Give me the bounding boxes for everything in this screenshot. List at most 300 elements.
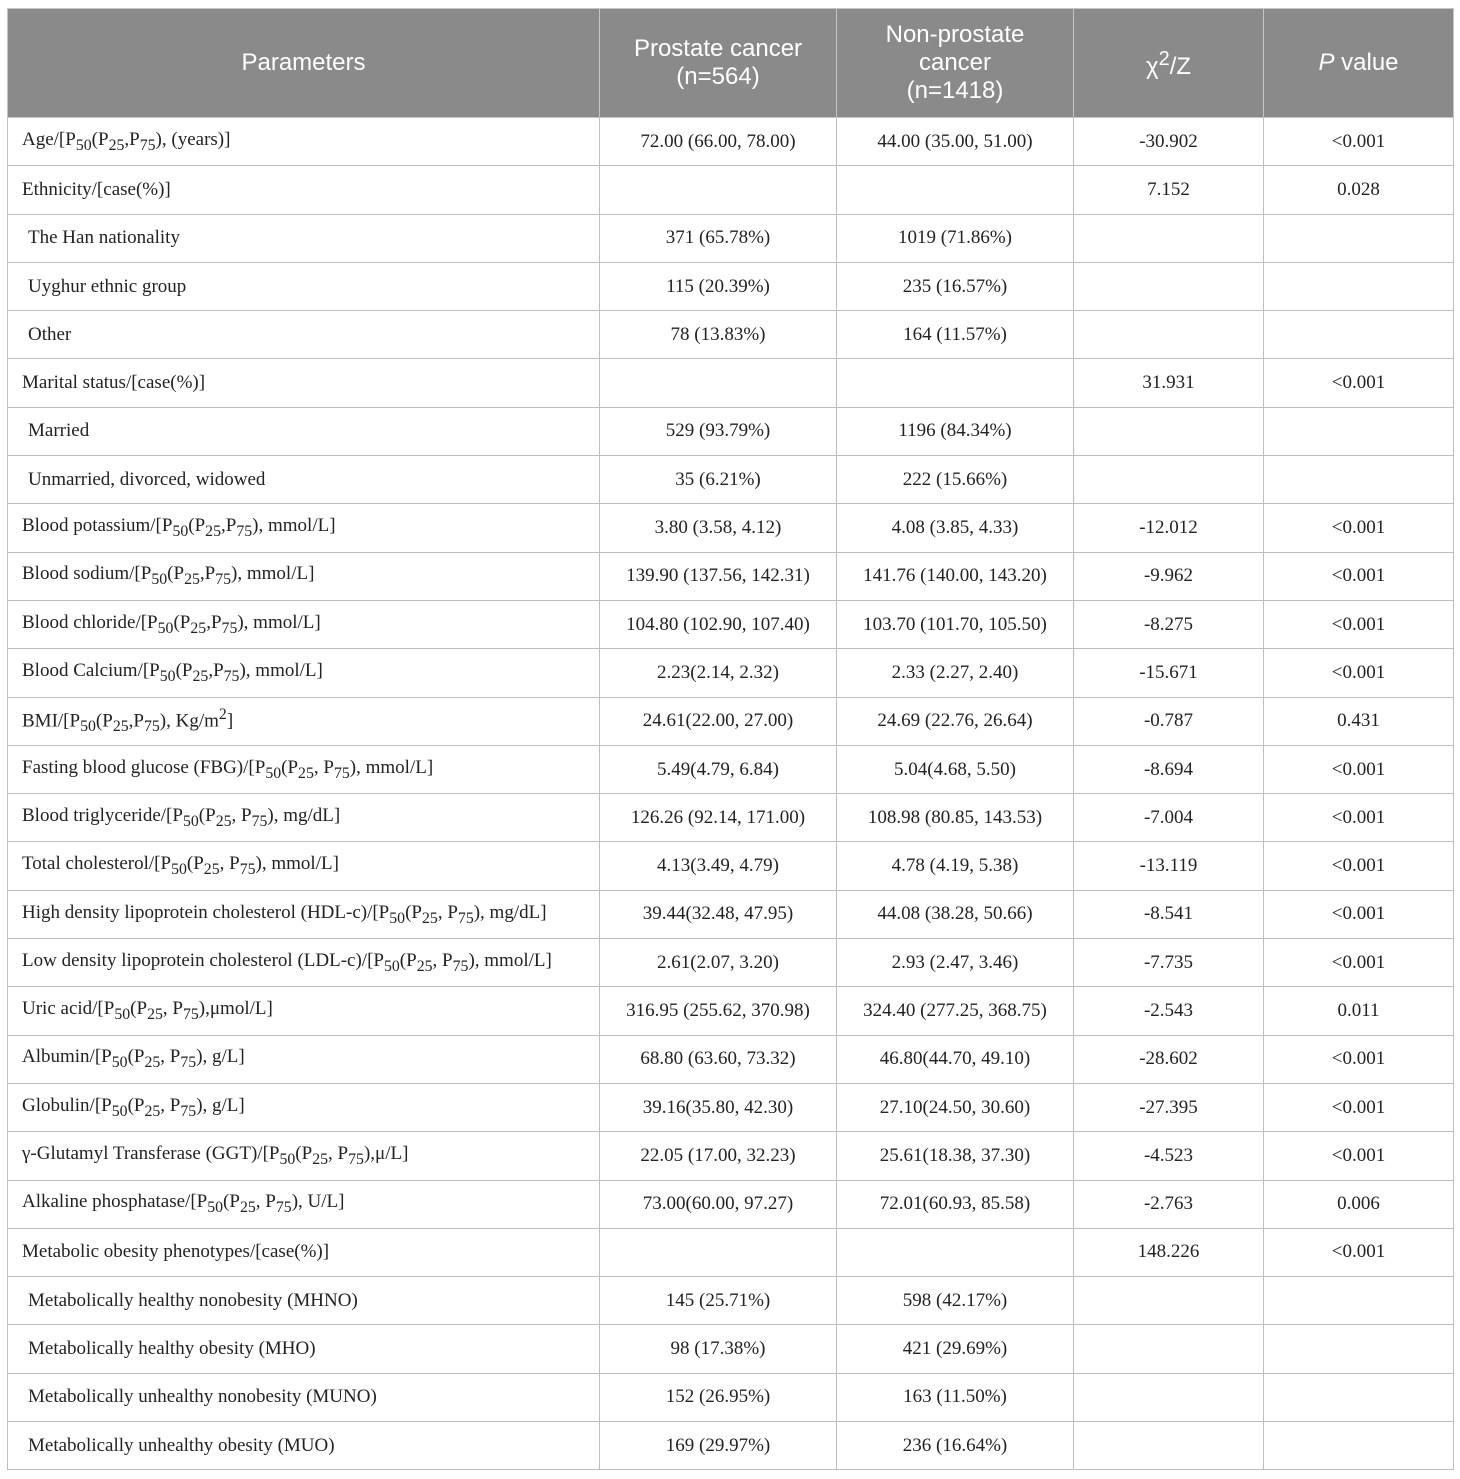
parameter-text: 25 (144, 1054, 161, 1072)
cell-parameter (8, 697, 600, 745)
cell-p-value (1264, 214, 1454, 262)
parameter-text: 75 (182, 1005, 199, 1023)
parameter-text: Blood Calcium/[P (22, 660, 160, 682)
table-row (8, 1277, 1454, 1325)
table-row (8, 1422, 1454, 1470)
cell-prostate-cancer: 2.23(2.14, 2.32) (600, 649, 837, 697)
cell-non-prostate-cancer: 222 (15.66%) (837, 456, 1074, 504)
header-non-prostate-cancer (837, 9, 1074, 118)
cell-non-prostate-cancer: 598 (42.17%) (837, 1277, 1074, 1325)
parameter-text: (P (281, 756, 299, 778)
cell-p-value (1264, 407, 1454, 455)
parameter-text: 25 (144, 1102, 161, 1120)
cell-p-value: 0.431 (1264, 697, 1454, 745)
parameter-text: 75 (251, 812, 268, 830)
parameter-text: 75 (143, 718, 160, 736)
parameter-text: (P (295, 1142, 313, 1164)
parameter-text: 75 (180, 1054, 197, 1072)
cell-prostate-cancer: 145 (25.71%) (600, 1277, 837, 1325)
baseline-characteristics-table (7, 8, 1454, 1470)
parameter-text: 75 (457, 909, 474, 927)
cell-parameter (8, 1373, 600, 1421)
parameter-text: 25 (205, 522, 221, 540)
cell-non-prostate-cancer: 4.08 (3.85, 4.33) (837, 504, 1074, 552)
cell-chi-z: -2.543 (1074, 987, 1264, 1035)
cell-chi-z: -15.671 (1074, 649, 1264, 697)
cell-chi-z: -8.541 (1074, 890, 1264, 938)
parameter-text: ,P (128, 710, 144, 732)
parameter-text: , P (328, 1142, 349, 1164)
cell-prostate-cancer: 22.05 (17.00, 32.23) (600, 1132, 837, 1180)
cell-prostate-cancer (600, 166, 837, 214)
cell-p-value: <0.001 (1264, 1035, 1454, 1083)
cell-prostate-cancer: 5.49(4.79, 6.84) (600, 745, 837, 793)
parameter-text: Uric acid/[P (22, 998, 115, 1020)
parameter-text: 2 (218, 706, 227, 724)
parameter-text: (P (175, 660, 193, 682)
cell-chi-z (1074, 1325, 1264, 1373)
cell-parameter (8, 1422, 600, 1470)
parameter-text: (P (186, 853, 204, 875)
cell-prostate-cancer: 529 (93.79%) (600, 407, 837, 455)
parameter-text: ), mg/dL] (473, 901, 547, 923)
parameter-text: Total cholesterol/[P (22, 853, 172, 875)
cell-parameter (8, 504, 600, 552)
parameter-text: (P (198, 804, 216, 826)
cell-non-prostate-cancer: 4.78 (4.19, 5.38) (837, 842, 1074, 890)
cell-non-prostate-cancer: 164 (11.57%) (837, 311, 1074, 359)
header-parameters-label: Parameters (241, 49, 366, 76)
table-row (8, 504, 1454, 552)
table-row (8, 359, 1454, 407)
cell-chi-z: -12.012 (1074, 504, 1264, 552)
parameter-text: 75 (239, 861, 256, 878)
parameter-text: (P (399, 949, 417, 971)
cell-non-prostate-cancer (837, 1228, 1074, 1276)
parameter-text: Fasting blood glucose (FBG)/[P (22, 756, 266, 778)
parameter-text: ,P (124, 128, 140, 150)
parameter-text: ),μmol/L] (198, 998, 273, 1020)
cell-p-value (1264, 262, 1454, 310)
cell-chi-z: -2.763 (1074, 1180, 1264, 1228)
cell-chi-z (1074, 407, 1264, 455)
cell-p-value: <0.001 (1264, 1228, 1454, 1276)
parameter-text: Age/[P (22, 128, 76, 150)
parameter-text: Blood potassium/[P (22, 515, 173, 537)
cell-p-value: 0.006 (1264, 1180, 1454, 1228)
header-prostate-n: (n=564) (676, 63, 760, 90)
parameter-text: 75 (215, 571, 232, 589)
parameter-text: 75 (236, 522, 253, 540)
parameter-text: ,P (208, 660, 224, 682)
table-row (8, 890, 1454, 938)
parameter-text: Married (28, 420, 90, 442)
parameter-text: 25 (190, 619, 207, 637)
cell-prostate-cancer: 4.13(3.49, 4.79) (600, 842, 837, 890)
parameter-text: 50 (383, 957, 400, 975)
cell-parameter (8, 1180, 600, 1228)
header-row (8, 9, 1454, 118)
cell-chi-z: -9.962 (1074, 552, 1264, 600)
table-row (8, 262, 1454, 310)
header-chi-symbol: χ (1145, 53, 1159, 80)
parameter-text: ), mmol/L] (237, 611, 321, 633)
cell-parameter (8, 118, 600, 166)
parameter-text: (P (167, 563, 185, 585)
parameter-text: ),μ/L] (363, 1142, 409, 1164)
table-row (8, 1035, 1454, 1083)
parameter-text: ), mmol/L] (231, 563, 315, 585)
cell-parameter (8, 407, 600, 455)
parameter-text: , P (162, 998, 183, 1020)
parameter-text: 75 (223, 667, 240, 685)
parameter-text: Metabolically healthy nonobesity (MHNO) (28, 1289, 358, 1311)
cell-parameter (8, 794, 600, 842)
cell-non-prostate-cancer: 103.70 (101.70, 105.50) (837, 600, 1074, 648)
table-row (8, 649, 1454, 697)
cell-parameter (8, 939, 600, 987)
cell-parameter (8, 214, 600, 262)
cell-parameter (8, 600, 600, 648)
parameter-text: ,P (199, 563, 216, 585)
cell-non-prostate-cancer: 236 (16.64%) (837, 1422, 1074, 1470)
cell-prostate-cancer: 72.00 (66.00, 78.00) (600, 118, 837, 166)
cell-p-value: 0.028 (1264, 166, 1454, 214)
parameter-text: 50 (75, 136, 92, 154)
table-row (8, 697, 1454, 745)
parameter-text: Metabolic obesity phenotypes/[case(%)] (22, 1241, 330, 1263)
parameter-text: (P (130, 998, 148, 1020)
parameter-text: ), mg/dL] (267, 804, 341, 826)
cell-chi-z: -30.902 (1074, 118, 1264, 166)
cell-non-prostate-cancer: 72.01(60.93, 85.58) (837, 1180, 1074, 1228)
parameter-text: ), (years)] (155, 128, 231, 150)
cell-p-value (1264, 311, 1454, 359)
parameter-text: 25 (422, 909, 438, 927)
cell-prostate-cancer: 126.26 (92.14, 171.00) (600, 794, 837, 842)
header-prostate-label: Prostate cancer (633, 35, 803, 62)
parameter-text: (P (95, 710, 113, 732)
parameter-text: ), g/L] (196, 1094, 245, 1116)
cell-p-value: <0.001 (1264, 842, 1454, 890)
parameter-text: 50 (159, 667, 176, 685)
cell-non-prostate-cancer: 27.10(24.50, 30.60) (837, 1083, 1074, 1131)
table-row (8, 1325, 1454, 1373)
parameter-text: 50 (265, 764, 282, 782)
parameter-text: High density lipoprotein cholesterol (HDL-c)/[P (22, 901, 390, 923)
cell-prostate-cancer: 169 (29.97%) (600, 1422, 837, 1470)
parameter-text: 50 (111, 1054, 128, 1072)
cell-p-value: <0.001 (1264, 1083, 1454, 1131)
cell-prostate-cancer: 316.95 (255.62, 370.98) (600, 987, 837, 1035)
cell-parameter (8, 1277, 600, 1325)
cell-parameter (8, 311, 600, 359)
cell-parameter (8, 166, 600, 214)
cell-chi-z: -28.602 (1074, 1035, 1264, 1083)
cell-chi-z: -27.395 (1074, 1083, 1264, 1131)
cell-chi-z: -8.275 (1074, 600, 1264, 648)
parameter-text: , P (160, 1094, 181, 1116)
cell-chi-z: -4.523 (1074, 1132, 1264, 1180)
cell-p-value (1264, 1373, 1454, 1421)
cell-parameter (8, 359, 600, 407)
cell-prostate-cancer (600, 1228, 837, 1276)
cell-non-prostate-cancer: 1019 (71.86%) (837, 214, 1074, 262)
parameter-text: ,P (206, 611, 222, 633)
table-header (8, 9, 1454, 118)
table-row (8, 745, 1454, 793)
cell-prostate-cancer: 39.16(35.80, 42.30) (600, 1083, 837, 1131)
parameter-text: ), g/L] (196, 1046, 245, 1068)
table-row (8, 214, 1454, 262)
parameter-text: 50 (389, 909, 406, 927)
parameter-text: 50 (114, 1005, 131, 1023)
cell-p-value: <0.001 (1264, 600, 1454, 648)
parameter-text: (P (127, 1046, 145, 1068)
cell-parameter (8, 1035, 600, 1083)
cell-non-prostate-cancer: 46.80(44.70, 49.10) (837, 1035, 1074, 1083)
parameter-text: (P (223, 1191, 240, 1213)
parameter-text: 50 (172, 522, 189, 540)
cell-p-value: 0.011 (1264, 987, 1454, 1035)
table-row (8, 987, 1454, 1035)
cell-parameter (8, 552, 600, 600)
parameter-text: (P (188, 515, 206, 537)
parameter-text: 25 (147, 1005, 163, 1023)
cell-p-value: <0.001 (1264, 745, 1454, 793)
cell-non-prostate-cancer (837, 359, 1074, 407)
parameter-text: Metabolically healthy obesity (MHO) (28, 1338, 316, 1360)
parameter-text: (P (405, 901, 422, 923)
cell-parameter (8, 890, 600, 938)
parameter-text: Marital status/[case(%)] (22, 372, 206, 394)
cell-parameter (8, 1083, 600, 1131)
header-chi-z (1074, 9, 1264, 118)
cell-chi-z (1074, 1277, 1264, 1325)
cell-non-prostate-cancer: 25.61(18.38, 37.30) (837, 1132, 1074, 1180)
parameter-text: ), mmol/L] (349, 756, 434, 778)
parameter-text: 75 (348, 1150, 364, 1168)
table-row (8, 600, 1454, 648)
cell-chi-z (1074, 262, 1264, 310)
parameter-text: Blood chloride/[P (22, 611, 158, 633)
cell-parameter (8, 1228, 600, 1276)
parameter-text: 25 (108, 136, 125, 154)
cell-prostate-cancer: 73.00(60.00, 97.27) (600, 1180, 837, 1228)
cell-parameter (8, 649, 600, 697)
parameter-text: 25 (203, 861, 220, 878)
parameter-text: 75 (221, 619, 238, 637)
cell-p-value: <0.001 (1264, 359, 1454, 407)
parameter-text: 50 (157, 619, 174, 637)
table-row (8, 794, 1454, 842)
table-row (8, 1132, 1454, 1180)
table-row (8, 118, 1454, 166)
cell-chi-z: -7.004 (1074, 794, 1264, 842)
parameter-text: 50 (171, 861, 187, 878)
cell-prostate-cancer: 78 (13.83%) (600, 311, 837, 359)
parameter-text: , P (437, 901, 458, 923)
parameter-text: ), Kg/m (159, 710, 219, 732)
cell-non-prostate-cancer: 108.98 (80.85, 143.53) (837, 794, 1074, 842)
parameter-text: BMI/[P (22, 710, 81, 732)
cell-prostate-cancer: 68.80 (63.60, 73.32) (600, 1035, 837, 1083)
parameter-text: ), U/L] (291, 1191, 345, 1213)
parameter-text: 25 (112, 718, 129, 736)
parameter-text: Unmarried, divorced, widowed (28, 468, 266, 490)
parameter-text: 50 (151, 571, 168, 589)
parameter-text: 25 (184, 571, 200, 589)
cell-prostate-cancer (600, 359, 837, 407)
parameter-text: Blood triglyceride/[P (22, 804, 183, 826)
cell-prostate-cancer: 115 (20.39%) (600, 262, 837, 310)
parameter-text: , P (255, 1191, 276, 1213)
cell-prostate-cancer: 2.61(2.07, 3.20) (600, 939, 837, 987)
table-row (8, 1180, 1454, 1228)
cell-non-prostate-cancer: 163 (11.50%) (837, 1373, 1074, 1421)
header-parameters (8, 9, 600, 118)
table-body (8, 118, 1454, 1470)
cell-chi-z: -13.119 (1074, 842, 1264, 890)
parameter-text: Albumin/[P (22, 1046, 112, 1068)
parameter-text: Low density lipoprotein cholesterol (LDL-c)/[P (22, 949, 384, 971)
cell-p-value: <0.001 (1264, 890, 1454, 938)
table-row (8, 166, 1454, 214)
cell-non-prostate-cancer: 24.69 (22.76, 26.64) (837, 697, 1074, 745)
cell-prostate-cancer: 104.80 (102.90, 107.40) (600, 600, 837, 648)
cell-parameter (8, 1325, 600, 1373)
cell-prostate-cancer: 24.61(22.00, 27.00) (600, 697, 837, 745)
parameter-text: , P (160, 1046, 181, 1068)
parameter-text: Metabolically unhealthy obesity (MUO) (28, 1434, 335, 1456)
parameter-text: 25 (298, 764, 314, 782)
cell-chi-z: 7.152 (1074, 166, 1264, 214)
table-row (8, 939, 1454, 987)
cell-parameter (8, 842, 600, 890)
cell-parameter (8, 456, 600, 504)
cell-non-prostate-cancer: 5.04(4.68, 5.50) (837, 745, 1074, 793)
parameter-text: 50 (207, 1199, 224, 1217)
parameter-text: 50 (111, 1102, 128, 1120)
parameter-text: ), mmol/L] (239, 660, 323, 682)
header-chi-sup: 2 (1158, 48, 1170, 70)
parameter-text: ] (226, 710, 234, 732)
parameter-text: 50 (80, 718, 96, 736)
parameter-text: Alkaline phosphatase/[P (22, 1191, 208, 1213)
cell-chi-z: -0.787 (1074, 697, 1264, 745)
parameter-text: 25 (192, 667, 209, 685)
header-p-rest: value (1334, 49, 1399, 76)
table-row (8, 311, 1454, 359)
cell-chi-z (1074, 214, 1264, 262)
parameter-text: 75 (275, 1199, 292, 1217)
parameter-text: 75 (452, 957, 469, 975)
parameter-text: 25 (416, 957, 433, 975)
cell-prostate-cancer: 35 (6.21%) (600, 456, 837, 504)
cell-non-prostate-cancer: 44.08 (38.28, 50.66) (837, 890, 1074, 938)
parameter-text: γ-Glutamyl Transferase (GGT)/[P (22, 1142, 280, 1164)
parameter-text: (P (91, 128, 109, 150)
parameter-text: Other (28, 323, 72, 345)
cell-p-value (1264, 1277, 1454, 1325)
header-non-prostate-label-1: Non-prostate (885, 21, 1025, 48)
cell-parameter (8, 262, 600, 310)
parameter-text: ), mmol/L] (252, 515, 336, 537)
parameter-text: Ethnicity/[case(%)] (22, 178, 171, 200)
cell-chi-z: 148.226 (1074, 1228, 1264, 1276)
cell-p-value (1264, 456, 1454, 504)
cell-non-prostate-cancer: 421 (29.69%) (837, 1325, 1074, 1373)
parameter-text: ), mmol/L] (255, 853, 339, 875)
cell-p-value: <0.001 (1264, 504, 1454, 552)
cell-non-prostate-cancer: 235 (16.57%) (837, 262, 1074, 310)
table-row (8, 1373, 1454, 1421)
parameter-text: 25 (239, 1199, 256, 1217)
parameter-text: 50 (182, 812, 199, 830)
cell-parameter (8, 1132, 600, 1180)
table-row (8, 407, 1454, 455)
cell-chi-z (1074, 311, 1264, 359)
cell-chi-z: 31.931 (1074, 359, 1264, 407)
parameter-text: 25 (215, 812, 232, 830)
parameter-text: , P (313, 756, 334, 778)
cell-chi-z: -8.694 (1074, 745, 1264, 793)
header-prostate-cancer (600, 9, 837, 118)
cell-non-prostate-cancer: 141.76 (140.00, 143.20) (837, 552, 1074, 600)
cell-prostate-cancer: 139.90 (137.56, 142.31) (600, 552, 837, 600)
parameter-text: , P (219, 853, 240, 875)
table-row (8, 552, 1454, 600)
header-non-prostate-n: (n=1418) (906, 77, 1004, 104)
parameter-text: Blood sodium/[P (22, 563, 152, 585)
parameter-text: The Han nationality (28, 227, 180, 249)
cell-chi-z (1074, 1373, 1264, 1421)
parameter-text: , P (231, 804, 252, 826)
table-row (8, 456, 1454, 504)
cell-p-value: <0.001 (1264, 118, 1454, 166)
parameter-text: Uyghur ethnic group (28, 275, 187, 297)
table-row (8, 1083, 1454, 1131)
cell-chi-z (1074, 1422, 1264, 1470)
parameter-text: 25 (312, 1150, 329, 1168)
cell-non-prostate-cancer: 324.40 (277.25, 368.75) (837, 987, 1074, 1035)
parameter-text: 75 (180, 1102, 197, 1120)
table-row (8, 1228, 1454, 1276)
parameter-text: ), mmol/L] (468, 949, 552, 971)
cell-prostate-cancer: 152 (26.95%) (600, 1373, 837, 1421)
cell-non-prostate-cancer: 2.93 (2.47, 3.46) (837, 939, 1074, 987)
cell-p-value: <0.001 (1264, 649, 1454, 697)
parameter-text: 75 (333, 764, 350, 782)
cell-non-prostate-cancer: 44.00 (35.00, 51.00) (837, 118, 1074, 166)
parameter-text: 50 (279, 1150, 296, 1168)
cell-parameter (8, 987, 600, 1035)
cell-p-value: <0.001 (1264, 552, 1454, 600)
cell-p-value (1264, 1325, 1454, 1373)
header-non-prostate-label-2: cancer (918, 49, 992, 76)
cell-chi-z (1074, 456, 1264, 504)
header-chi-rest: /Z (1169, 53, 1192, 80)
cell-p-value: <0.001 (1264, 1132, 1454, 1180)
cell-parameter (8, 745, 600, 793)
cell-prostate-cancer: 39.44(32.48, 47.95) (600, 890, 837, 938)
parameter-text: Globulin/[P (22, 1094, 112, 1116)
cell-non-prostate-cancer: 1196 (84.34%) (837, 407, 1074, 455)
cell-prostate-cancer: 98 (17.38%) (600, 1325, 837, 1373)
cell-prostate-cancer: 371 (65.78%) (600, 214, 837, 262)
cell-chi-z: -7.735 (1074, 939, 1264, 987)
table-row (8, 842, 1454, 890)
